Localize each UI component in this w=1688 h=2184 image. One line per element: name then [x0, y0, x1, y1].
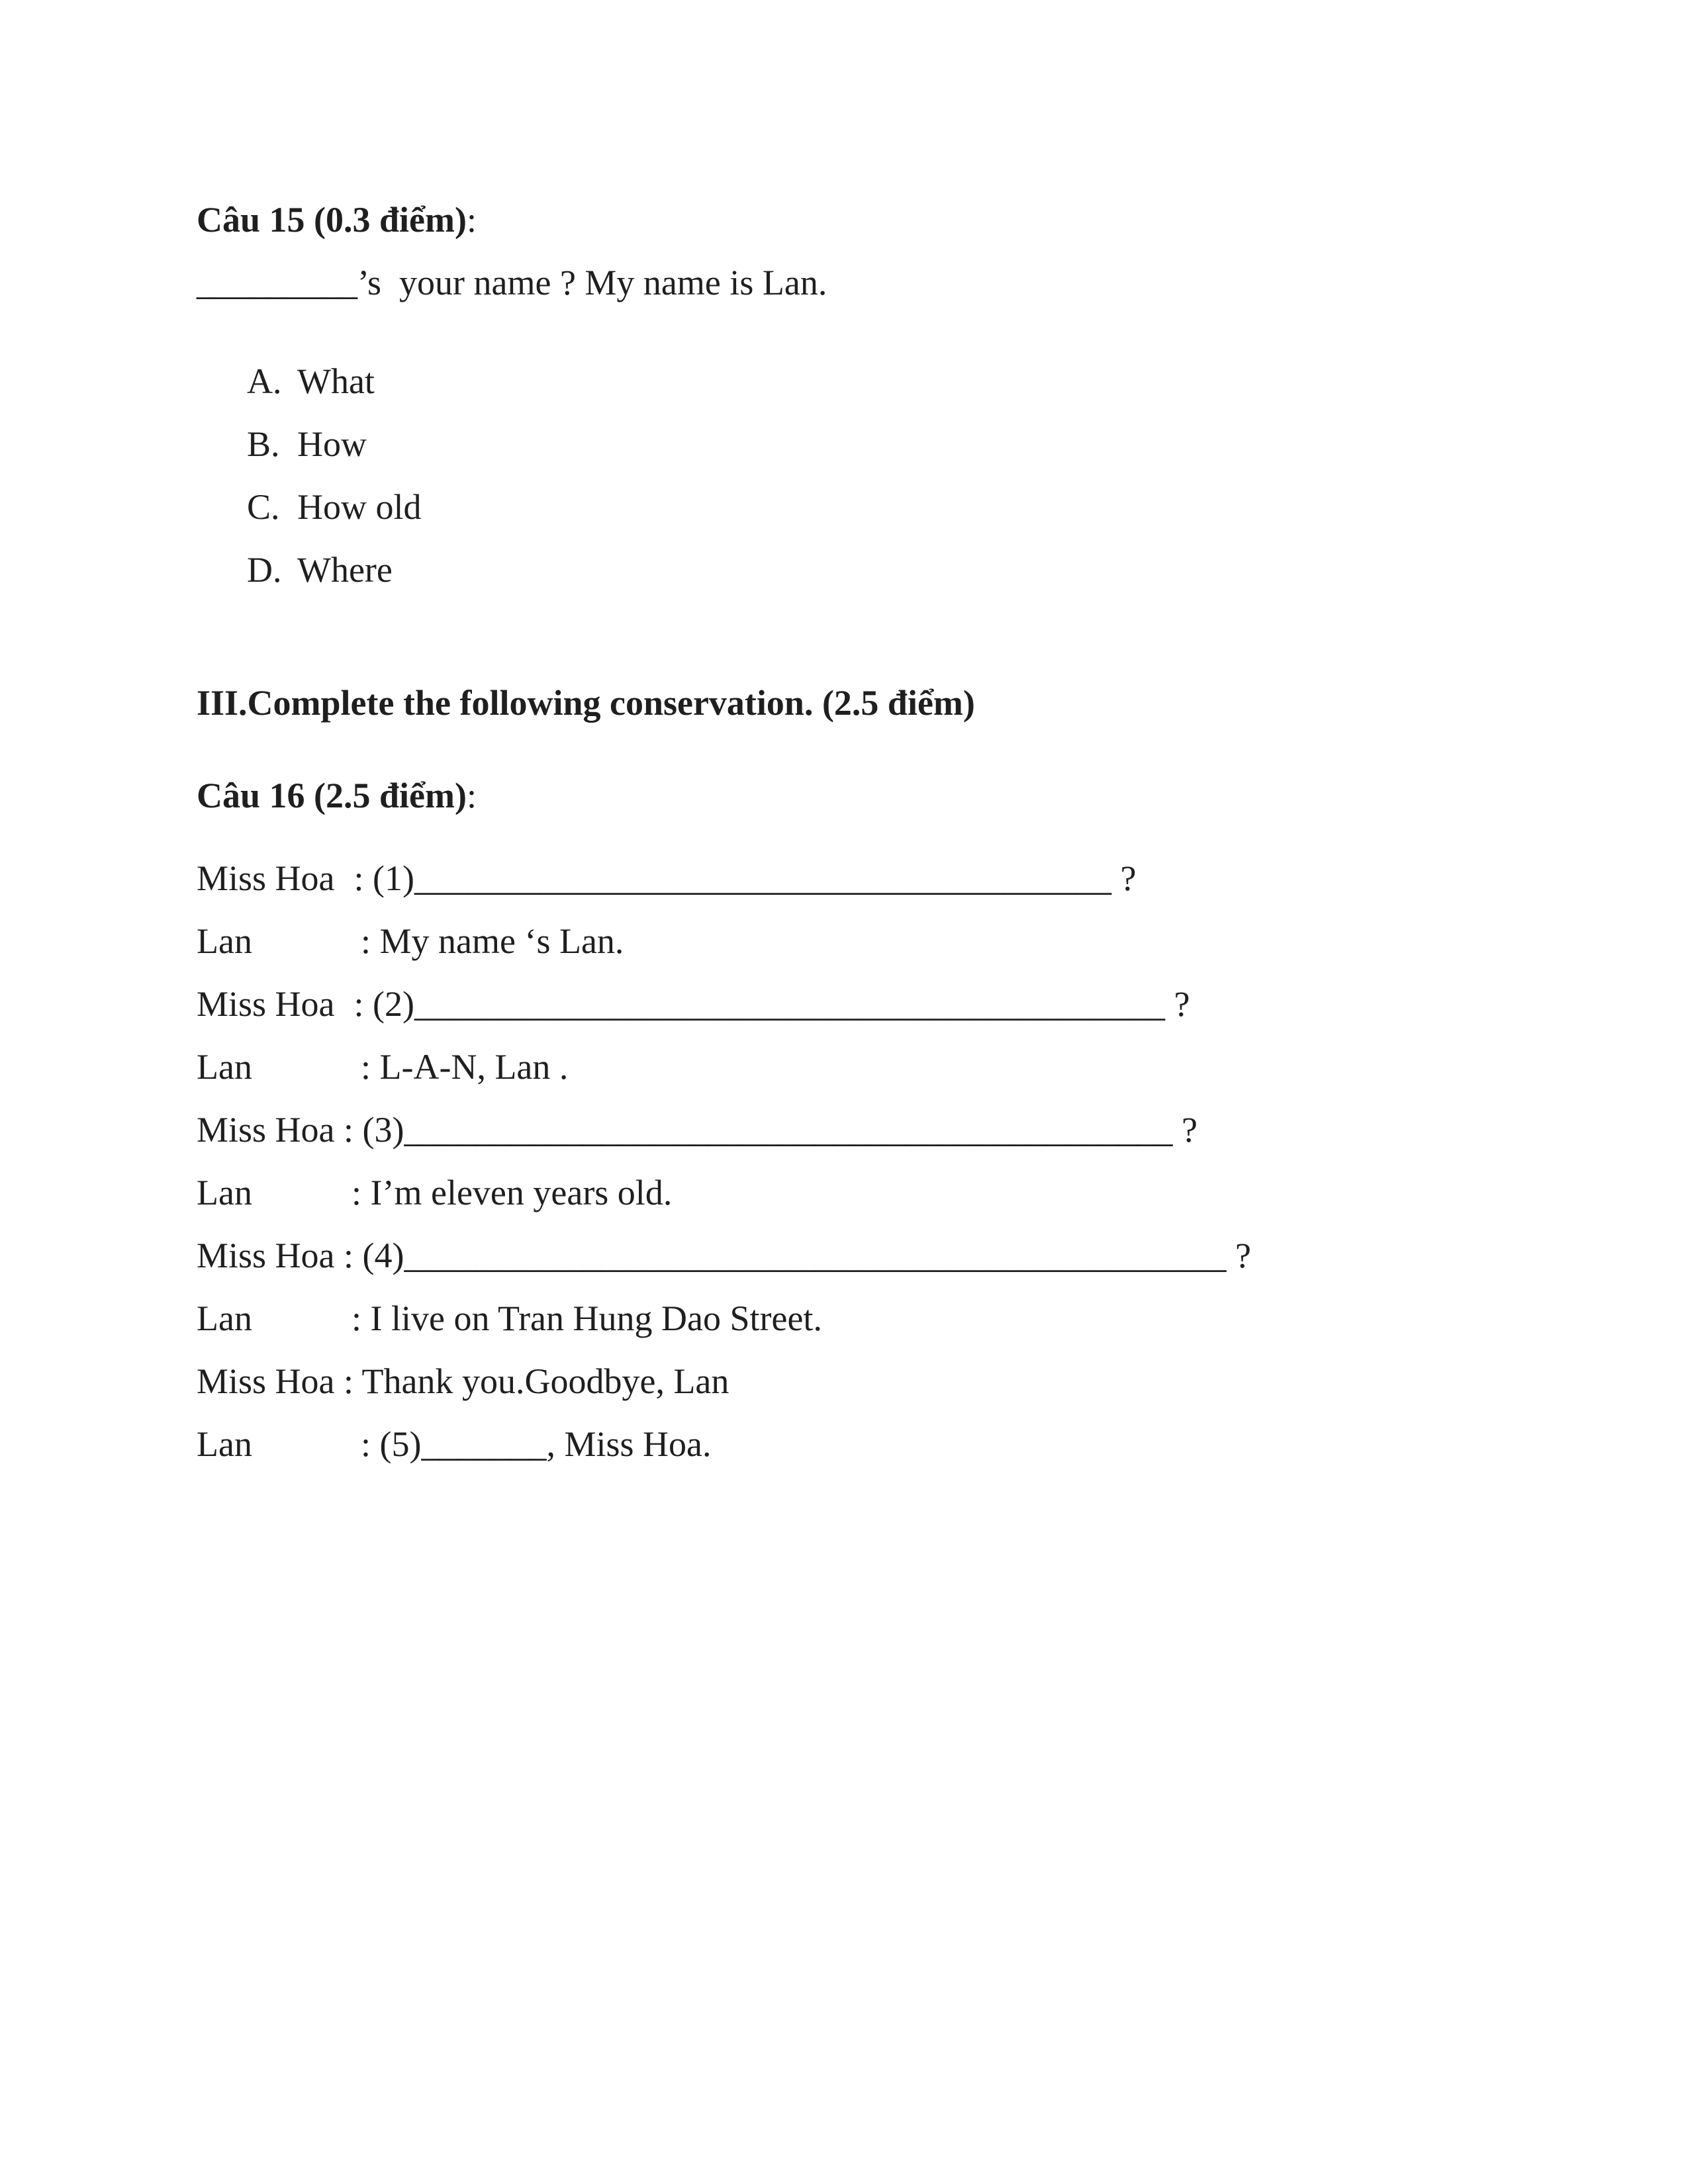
question-15-title	[197, 202, 477, 238]
question-16-title	[197, 778, 477, 813]
dialogue-utterance: : Thank you.Goodbye, Lan	[344, 1361, 729, 1401]
option-a	[247, 328, 375, 401]
dialogue-utterance: : (2)__________________________________________ ?	[345, 984, 1190, 1024]
dialogue-utterance: : I’m eleven years old.	[352, 1173, 673, 1212]
dialogue-speaker: Miss Hoa	[197, 984, 335, 1024]
option-c-letter: C.	[247, 487, 280, 527]
option-a-letter: A.	[247, 361, 282, 401]
dialogue-speaker: Miss Hoa	[197, 1361, 335, 1401]
dialogue-speaker: Lan	[197, 1047, 252, 1087]
question-15-stem: _________’s your name ? My name is Lan.	[197, 263, 827, 302]
question-15-title-text: Câu 15 (0.3 điểm)	[197, 200, 467, 240]
dialogue-utterance: : (5)_______, Miss Hoa.	[361, 1424, 712, 1464]
section-3-heading: III.Complete the following conservation. (2.5 điểm)	[197, 683, 975, 723]
dialogue-utterance: : My name ‘s Lan.	[361, 921, 624, 961]
dialogue-speaker: Lan	[197, 1298, 252, 1338]
dialogue-utterance: : I live on Tran Hung Dao Street.	[352, 1298, 822, 1338]
dialogue-speaker: Miss Hoa	[197, 858, 335, 898]
dialogue-speaker: Lan	[197, 1173, 252, 1212]
dialogue-utterance: : (4)______________________________________________ ?	[344, 1236, 1251, 1275]
dialogue-utterance: : L-A-N, Lan .	[361, 1047, 569, 1087]
option-c-text: How old	[297, 487, 422, 527]
option-d-text: Where	[297, 550, 393, 590]
option-b-text: How	[297, 424, 367, 464]
question-16-title-colon: :	[466, 776, 477, 815]
dialogue-utterance: : (3)___________________________________________ ?	[344, 1110, 1197, 1150]
option-d-letter: D.	[247, 550, 282, 590]
dialogue-speaker: Lan	[197, 1424, 252, 1464]
dialogue-speaker: Miss Hoa	[197, 1236, 335, 1275]
dialogue-utterance: : (1)_______________________________________ ?	[345, 858, 1137, 898]
question-16-title-text: Câu 16 (2.5 điểm)	[197, 776, 467, 815]
dialogue-speaker: Lan	[197, 921, 252, 961]
option-a-text: What	[297, 361, 375, 401]
option-c	[247, 453, 422, 527]
dialogue-speaker: Miss Hoa	[197, 1110, 335, 1150]
option-d	[247, 516, 393, 590]
option-b-letter: B.	[247, 424, 280, 464]
question-15-title-colon: :	[466, 200, 477, 240]
option-b	[247, 390, 367, 464]
